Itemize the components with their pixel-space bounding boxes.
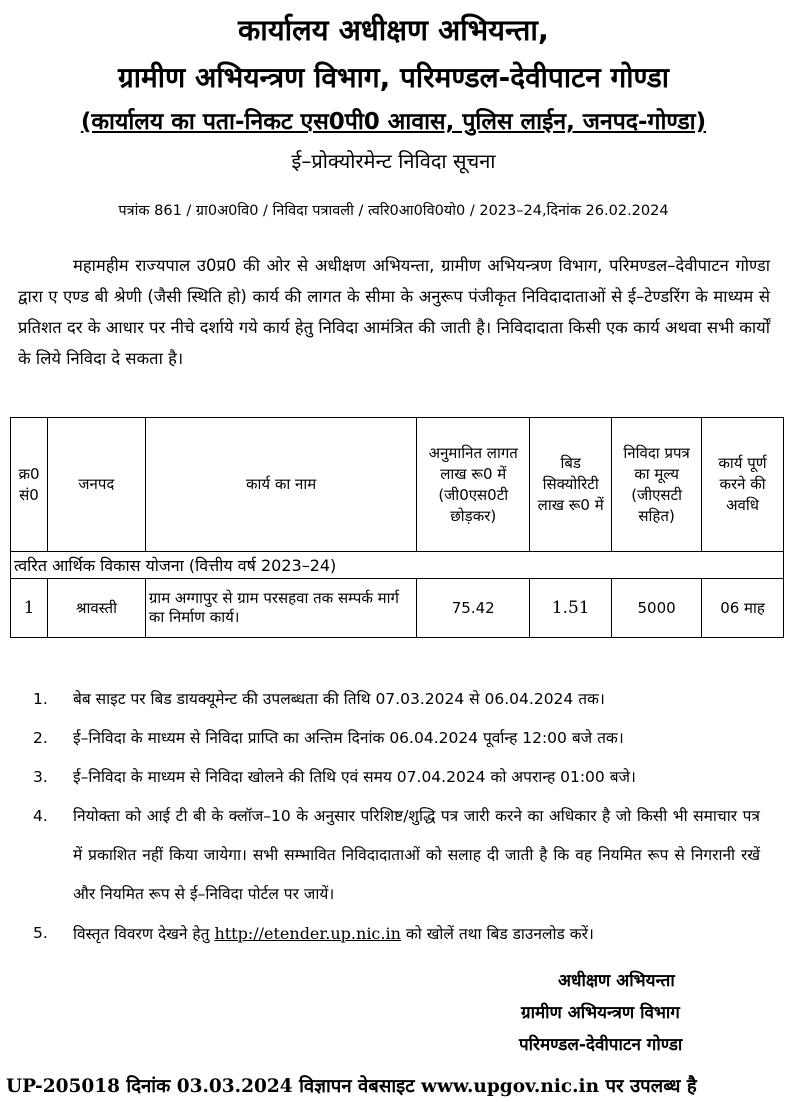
footer-suffix: पर उपलब्ध है xyxy=(605,1076,697,1097)
condition-number: 2. xyxy=(33,729,48,747)
condition-text: नियोक्ता को आई टी बी के क्लॉज–10 के अनुसार परिशिष्ट/शुद्धि पत्र जारी करने का अधिकार है जो किसी भी समाचार पत्र में प्रकाशित नहीं किया जायेगा। सभी सम्भावित निविदादाताओं को सलाह दी जाती है कि वह नियमित रूप से निगरानी रखें और नियमित रूप से ई–निविदा पोर्टल पर जायें। xyxy=(73,807,760,903)
cell-bid-security: 1.51 xyxy=(530,579,612,638)
signature-department: ग्रामीण अभियन्त्रण विभाग xyxy=(521,1003,680,1023)
office-address: (कार्यालय का पता-निकट एस0पी0 आवास, पुलिस लाईन, जनपद-गोण्डा) xyxy=(80,109,707,135)
footer-date-label: दिनांक xyxy=(126,1076,171,1097)
condition-text: ई–निविदा के माध्यम से निविदा प्राप्ति का अन्तिम दिनांक 06.04.2024 पूर्वान्ह 12:00 बजे तक। xyxy=(73,729,624,747)
scheme-row xyxy=(11,552,784,579)
tender-table xyxy=(10,417,784,638)
etender-link[interactable]: http://etender.up.nic.in xyxy=(214,924,401,943)
cell-work-name: ग्राम अग्गापुर से ग्राम परसहवा तक सम्पर्क मार्ग का निर्माण कार्य। xyxy=(145,579,416,638)
col-district-header: जनपद xyxy=(47,418,145,552)
intro-paragraph xyxy=(18,250,770,374)
col-estimated-cost-header: अनुमानित लागत लाख रू0 में (जी0एस0टी छोड़कर) xyxy=(417,418,530,552)
intro-text: महामहीम राज्यपाल उ0प्र0 की ओर से अधीक्षण अभियन्ता, ग्रामीण अभियन्त्रण विभाग, परिमण्डल–देवीपाटन गोण्डा द्वारा ए एण्ड बी श्रेणी (जैसी स्थिति हो) कार्य की लागत के सीमा के अनुरूप पंजीकृत निविदादाताओं से ई–टेण्डरिंग के माध्यम से प्रतिशत दर के आधार पर नीचे दर्शाये गये कार्य हेतु निविदा आमंत्रित की जाती है। निविदादाता किसी एक कार्य अथवा सभी कार्यों के लिये निविदा दे सकता है। xyxy=(18,256,770,368)
reference-number: पत्रांक 861 / ग्रा0अ0वि0 / निविदा पत्रावली / त्वरि0आ0वि0यो0 / 2023–24,दिनांक 26.02.2024 xyxy=(118,203,669,219)
condition-number: 5. xyxy=(33,924,48,942)
col-bid-security-header: बिड सिक्योरिटी लाख रू0 में xyxy=(530,418,612,552)
footer-code: UP-205018 xyxy=(6,1076,120,1097)
footer-ad-label: विज्ञापन वेबसाइट xyxy=(299,1076,415,1097)
footer-line xyxy=(6,1073,697,1098)
condition-text: बेब साइट पर बिड डायक्यूमेन्ट की उपलब्धता की तिथि 07.03.2024 से 06.04.2024 तक। xyxy=(73,690,605,708)
cell-form-price: 5000 xyxy=(612,579,702,638)
cell-sno: 1 xyxy=(11,579,48,638)
condition-item xyxy=(0,680,760,719)
col-sno-header: क्र0 सं0 xyxy=(11,418,48,552)
condition-item xyxy=(0,797,760,914)
condition-text-after: को खोलें तथा बिड डाउनलोड करें। xyxy=(405,925,594,943)
condition-item xyxy=(0,914,760,954)
scheme-name: त्वरित आर्थिक विकास योजना (वित्तीय वर्ष 2023–24) xyxy=(11,552,784,579)
footer-website[interactable]: www.upgov.nic.in xyxy=(421,1076,600,1097)
table-header-row xyxy=(11,418,784,552)
signature-circle: परिमण्डल-देवीपाटन गोण्डा xyxy=(519,1035,683,1055)
conditions-list xyxy=(0,680,760,954)
condition-number: 3. xyxy=(33,768,48,786)
notice-title: ई–प्रोक्योरमेन्ट निविदा सूचना xyxy=(291,149,496,173)
footer-date: 03.03.2024 xyxy=(176,1076,293,1097)
condition-item xyxy=(0,719,760,758)
signature-designation: अधीक्षण अभियन्ता xyxy=(558,971,675,991)
office-title: कार्यालय अधीक्षण अभियन्ता, xyxy=(238,13,549,47)
condition-number: 4. xyxy=(33,807,48,825)
condition-text: ई–निविदा के माध्यम से निविदा खोलने की तिथि एवं समय 07.04.2024 को अपरान्ह 01:00 बजे। xyxy=(73,768,636,786)
col-completion-header: कार्य पूर्ण करने की अवधि xyxy=(702,418,784,552)
col-form-price-header: निविदा प्रपत्र का मूल्य (जीएसटी सहित) xyxy=(612,418,702,552)
condition-text-before: विस्तृत विवरण देखने हेतु xyxy=(73,925,210,943)
condition-item xyxy=(0,758,760,797)
cell-district: श्रावस्ती xyxy=(47,579,145,638)
table-row xyxy=(11,579,784,638)
condition-number: 1. xyxy=(33,690,48,708)
department-title: ग्रामीण अभियन्त्रण विभाग, परिमण्डल-देवीपाटन गोण्डा xyxy=(117,61,670,94)
col-work-name-header: कार्य का नाम xyxy=(145,418,416,552)
cell-completion: 06 माह xyxy=(702,579,784,638)
cell-estimated-cost: 75.42 xyxy=(417,579,530,638)
